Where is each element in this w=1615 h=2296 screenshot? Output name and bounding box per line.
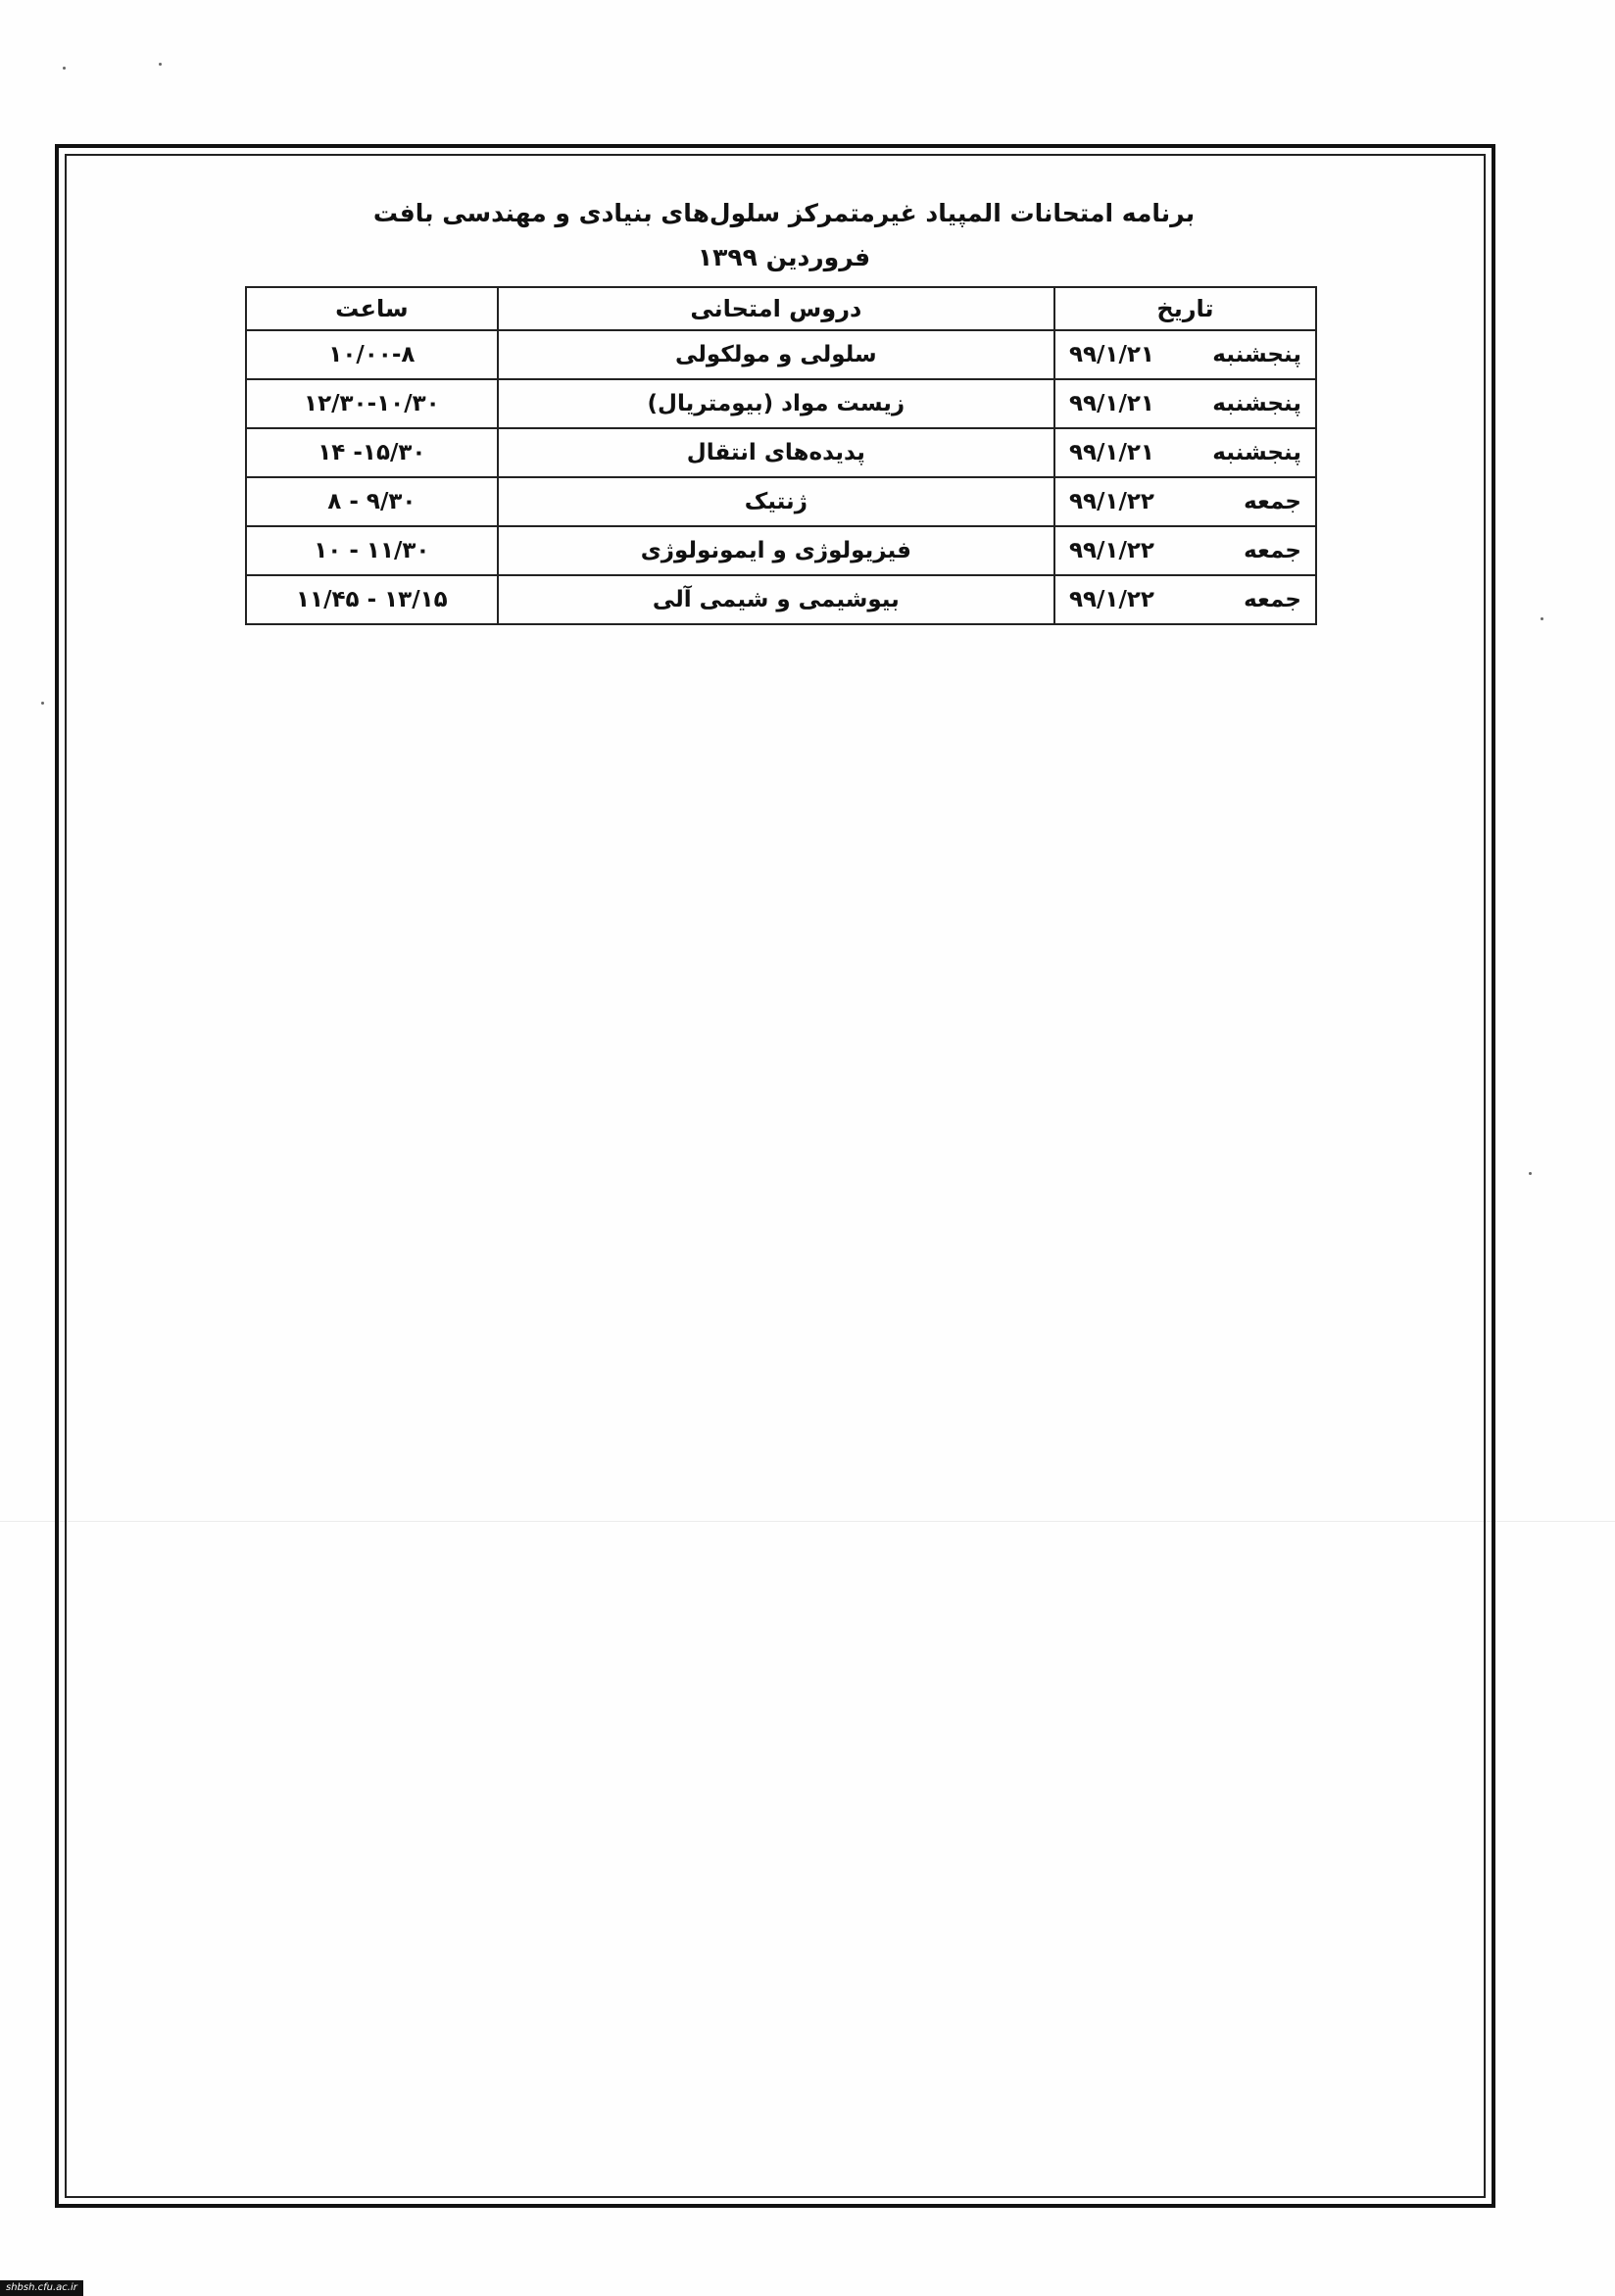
course-cell: زیست مواد (بیومتریال) [498,379,1054,428]
table-row [246,526,1316,575]
table-row [246,428,1316,477]
document-subtitle-date: فروردین ۱۳۹۹ [697,243,871,271]
table-row [246,379,1316,428]
table-row [246,575,1316,624]
date-value: ۹۹/۱/۲۲ [1068,489,1154,514]
course-cell: سلولی و مولکولی [498,330,1054,379]
header-date: تاریخ [1054,287,1316,330]
date-cell [1054,428,1316,477]
course-cell: پدیده‌های انتقال [498,428,1054,477]
document-title: برنامه امتحانات المپیاد غیرمتمرکز سلول‌های بنیادی و مهندسی بافت [372,199,1196,227]
date-value: ۹۹/۱/۲۲ [1068,538,1154,563]
scan-speck [1541,617,1543,620]
day-name: پنجشنبه [1212,440,1301,465]
table-header-row [246,287,1316,330]
day-name: جمعه [1244,538,1301,563]
course-cell: فیزیولوژی و ایمونولوژی [498,526,1054,575]
date-value: ۹۹/۱/۲۱ [1068,440,1154,465]
scan-speck [41,702,44,705]
date-value: ۹۹/۱/۲۱ [1068,342,1154,367]
time-cell: ۱۵/۳۰- ۱۴ [246,428,498,477]
scan-speck [1529,1172,1532,1175]
date-cell [1054,330,1316,379]
time-cell: ۱۲/۳۰-۱۰/۳۰ [246,379,498,428]
date-cell [1054,477,1316,526]
table-row [246,477,1316,526]
header-time: ساعت [246,287,498,330]
date-value: ۹۹/۱/۲۱ [1068,391,1154,416]
time-cell: ۱۰/۰۰-۸ [246,330,498,379]
time-cell: ۹/۳۰ - ۸ [246,477,498,526]
header-course: دروس امتحانی [498,287,1054,330]
site-watermark: shbsh.cfu.ac.ir [0,2280,83,2296]
date-value: ۹۹/۱/۲۲ [1068,587,1154,612]
course-cell: بیوشیمی و شیمی آلی [498,575,1054,624]
date-cell [1054,379,1316,428]
day-name: جمعه [1244,489,1301,514]
time-cell: ۱۱/۳۰ - ۱۰ [246,526,498,575]
day-name: پنجشنبه [1212,342,1301,367]
scan-speck [159,63,162,66]
time-cell: ۱۳/۱۵ - ۱۱/۴۵ [246,575,498,624]
exam-schedule-table [245,286,1317,625]
date-cell [1054,575,1316,624]
table-row [246,330,1316,379]
course-cell: ژنتیک [498,477,1054,526]
date-cell [1054,526,1316,575]
scan-speck [63,67,66,70]
day-name: جمعه [1244,587,1301,612]
day-name: پنجشنبه [1212,391,1301,416]
